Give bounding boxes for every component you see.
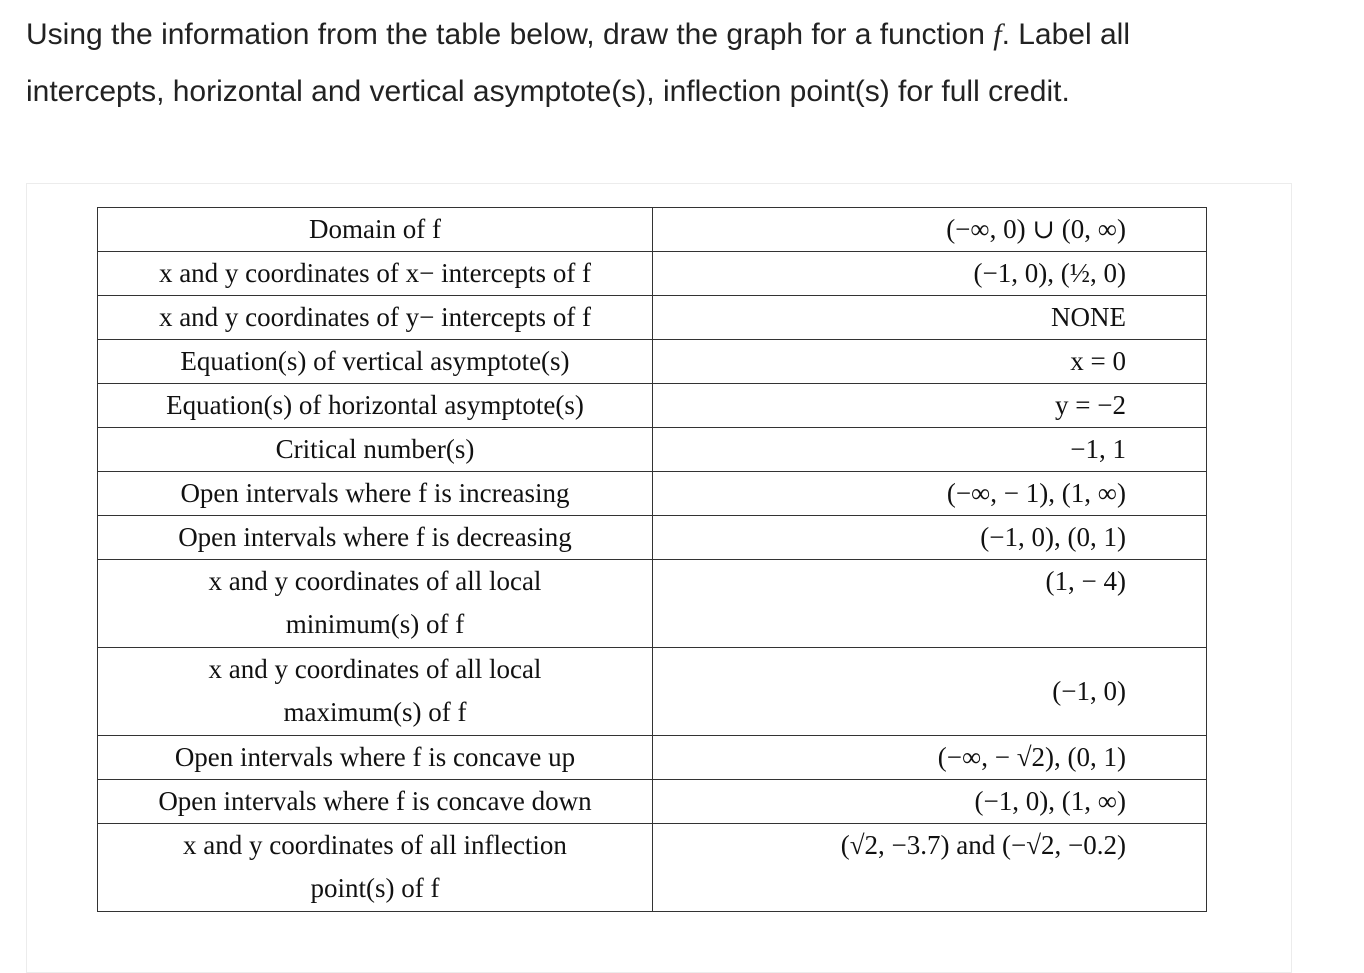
table-row xyxy=(98,736,1207,780)
row-property-decreasing: Open intervals where f is decreasing xyxy=(98,516,653,560)
table-row xyxy=(98,648,1207,736)
row-property-local-min xyxy=(98,560,653,648)
row-property-local-max xyxy=(98,648,653,736)
table-row xyxy=(98,428,1207,472)
table-row xyxy=(98,472,1207,516)
row-value-increasing: (−∞, − 1), (1, ∞) xyxy=(653,472,1207,516)
row-value-inflection: (√2, −3.7) and (−√2, −0.2) xyxy=(653,824,1207,912)
row-value-horizontal-asymptote: y = −2 xyxy=(653,384,1207,428)
row-value-decreasing: (−1, 0), (0, 1) xyxy=(653,516,1207,560)
row-property-x-intercepts: x and y coordinates of x− intercepts of f xyxy=(98,252,653,296)
row-value-domain: (−∞, 0) ∪ (0, ∞) xyxy=(653,208,1207,252)
row-value-concave-down: (−1, 0), (1, ∞) xyxy=(653,780,1207,824)
row-property-inflection-line2: point(s) of f xyxy=(310,873,440,903)
row-property-horizontal-asymptote: Equation(s) of horizontal asymptote(s) xyxy=(98,384,653,428)
row-property-increasing: Open intervals where f is increasing xyxy=(98,472,653,516)
table-row xyxy=(98,824,1207,912)
row-property-local-min-line2: minimum(s) of f xyxy=(285,609,465,639)
row-property-local-max-line1: x and y coordinates of all local xyxy=(208,654,542,684)
prompt-line2: intercepts, horizontal and vertical asymptote(s), inflection point(s) for full credit. xyxy=(26,75,1070,108)
row-property-local-min-line1: x and y coordinates of all local xyxy=(208,566,542,596)
row-value-vertical-asymptote: x = 0 xyxy=(653,340,1207,384)
table-row xyxy=(98,516,1207,560)
table-row xyxy=(98,780,1207,824)
row-value-critical-numbers: −1, 1 xyxy=(653,428,1207,472)
row-value-local-max: (−1, 0) xyxy=(653,648,1207,736)
question-prompt xyxy=(26,6,1326,120)
row-property-inflection-line1: x and y coordinates of all inflection xyxy=(183,830,567,860)
table-row xyxy=(98,340,1207,384)
row-property-y-intercepts: x and y coordinates of y− intercepts of f xyxy=(98,296,653,340)
prompt-function-symbol: f xyxy=(993,18,1002,51)
row-property-concave-up: Open intervals where f is concave up xyxy=(98,736,653,780)
table-row xyxy=(98,560,1207,648)
row-property-vertical-asymptote: Equation(s) of vertical asymptote(s) xyxy=(98,340,653,384)
row-property-domain: Domain of f xyxy=(98,208,653,252)
table-row xyxy=(98,384,1207,428)
row-value-x-intercepts: (−1, 0), (½, 0) xyxy=(653,252,1207,296)
table-row xyxy=(98,252,1207,296)
row-value-y-intercepts: NONE xyxy=(653,296,1207,340)
prompt-line1-start: Using the information from the table below, draw the graph for a function xyxy=(26,18,985,51)
row-value-local-min: (1, − 4) xyxy=(653,560,1207,648)
row-property-inflection xyxy=(98,824,653,912)
table-row xyxy=(98,208,1207,252)
row-property-critical-numbers: Critical number(s) xyxy=(98,428,653,472)
function-info-table xyxy=(97,207,1207,912)
row-property-local-max-line2: maximum(s) of f xyxy=(283,697,467,727)
row-value-concave-up: (−∞, − √2), (0, 1) xyxy=(653,736,1207,780)
table-row xyxy=(98,296,1207,340)
prompt-line1-end: . Label all xyxy=(1001,18,1130,51)
row-property-concave-down: Open intervals where f is concave down xyxy=(98,780,653,824)
